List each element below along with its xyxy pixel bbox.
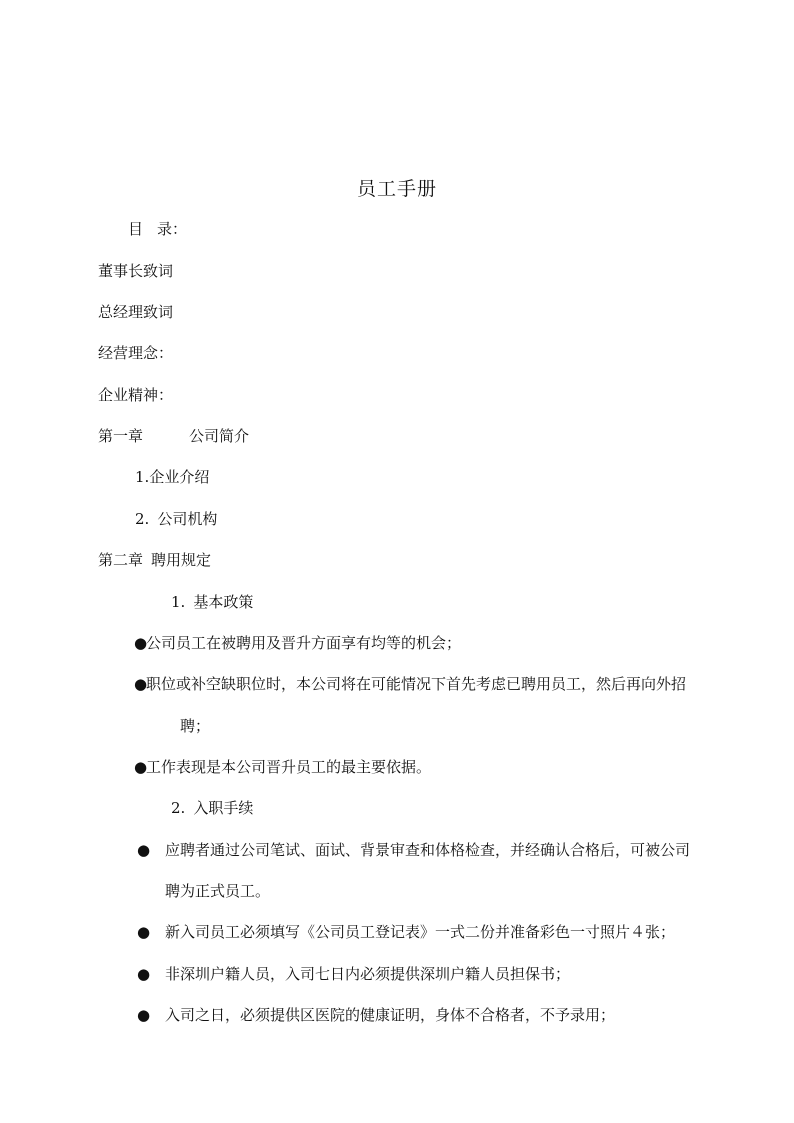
chapter1-item-2 [135,509,217,529]
toc-item-philosophy: 经营理念： [98,344,174,362]
bullet-dot-icon: ● [134,758,148,776]
section2-bullet-1 [137,840,690,860]
section1-title: 基本政策 [193,593,254,611]
bullet-dot-icon: ● [137,841,151,859]
section2-bullet-2-text: 新入司员工必须填写《公司员工登记表》一式二份并准备彩色一寸照片４张； [165,923,676,941]
section1-bullet-2 [134,674,686,694]
bullet-dot-icon: ● [137,1006,151,1024]
section1-bullet-3-text: 工作表现是本公司晋升员工的最主要依据。 [146,758,432,776]
chapter1-item-2-text: 公司机构 [157,510,218,528]
section1-num: 1. [171,593,186,611]
chapter1-heading [98,426,249,446]
section2-bullet-3 [137,964,570,984]
section2-bullet-2 [137,922,675,942]
section1-bullet-1-text: 公司员工在被聘用及晋升方面享有均等的机会； [146,634,462,652]
toc-item-chairman: 董事长致词 [98,262,174,280]
bullet-dot-icon: ● [134,675,148,693]
section1-bullet-3 [134,757,431,777]
document-title: 员工手册 [356,178,437,200]
chapter2-title: 聘用规定 [151,551,212,569]
section1-bullet-2-text: 职位或补空缺职位时，本公司将在可能情况下首先考虑已聘用员工，然后再向外招 [146,675,687,693]
chapter1-title: 公司简介 [189,427,250,445]
chapter2-label: 第二章 [98,551,144,569]
chapter1-item-1-text: 企业介绍 [149,468,210,486]
section2-heading [171,798,253,818]
bullet-dot-icon: ● [137,923,151,941]
bullet-dot-icon: ● [137,965,151,983]
chapter1-item-2-num: 2. [135,510,150,528]
chapter1-label: 第一章 [98,427,144,445]
section2-bullet-1-text: 应聘者通过公司笔试、面试、背景审查和体格检查，并经确认合格后，可被公司 [165,841,691,859]
toc-item-general-manager: 总经理致词 [98,303,174,321]
chapter1-item-1-num: 1. [135,468,150,486]
section1-heading [171,592,253,612]
section1-bullet-2-continuation: 聘； [180,717,211,735]
toc-heading-part-b: 录： [157,220,188,238]
toc-heading-part-a: 目 [128,220,144,238]
section2-bullet-4 [137,1005,615,1025]
section2-num: 2. [171,799,186,817]
section2-bullet-3-text: 非深圳户籍人员，入司七日内必须提供深圳户籍人员担保书； [165,965,571,983]
chapter2-heading [98,550,211,570]
section2-bullet-4-text: 入司之日，必须提供区医院的健康证明，身体不合格者，不予录用； [165,1006,616,1024]
toc-item-spirit: 企业精神： [98,386,174,404]
bullet-dot-icon: ● [134,634,148,652]
section1-bullet-1 [134,633,461,653]
toc-heading [128,219,187,239]
section2-title: 入职手续 [193,799,254,817]
section2-bullet-1-continuation: 聘为正式员工。 [165,882,271,900]
chapter1-item-1 [135,467,209,487]
